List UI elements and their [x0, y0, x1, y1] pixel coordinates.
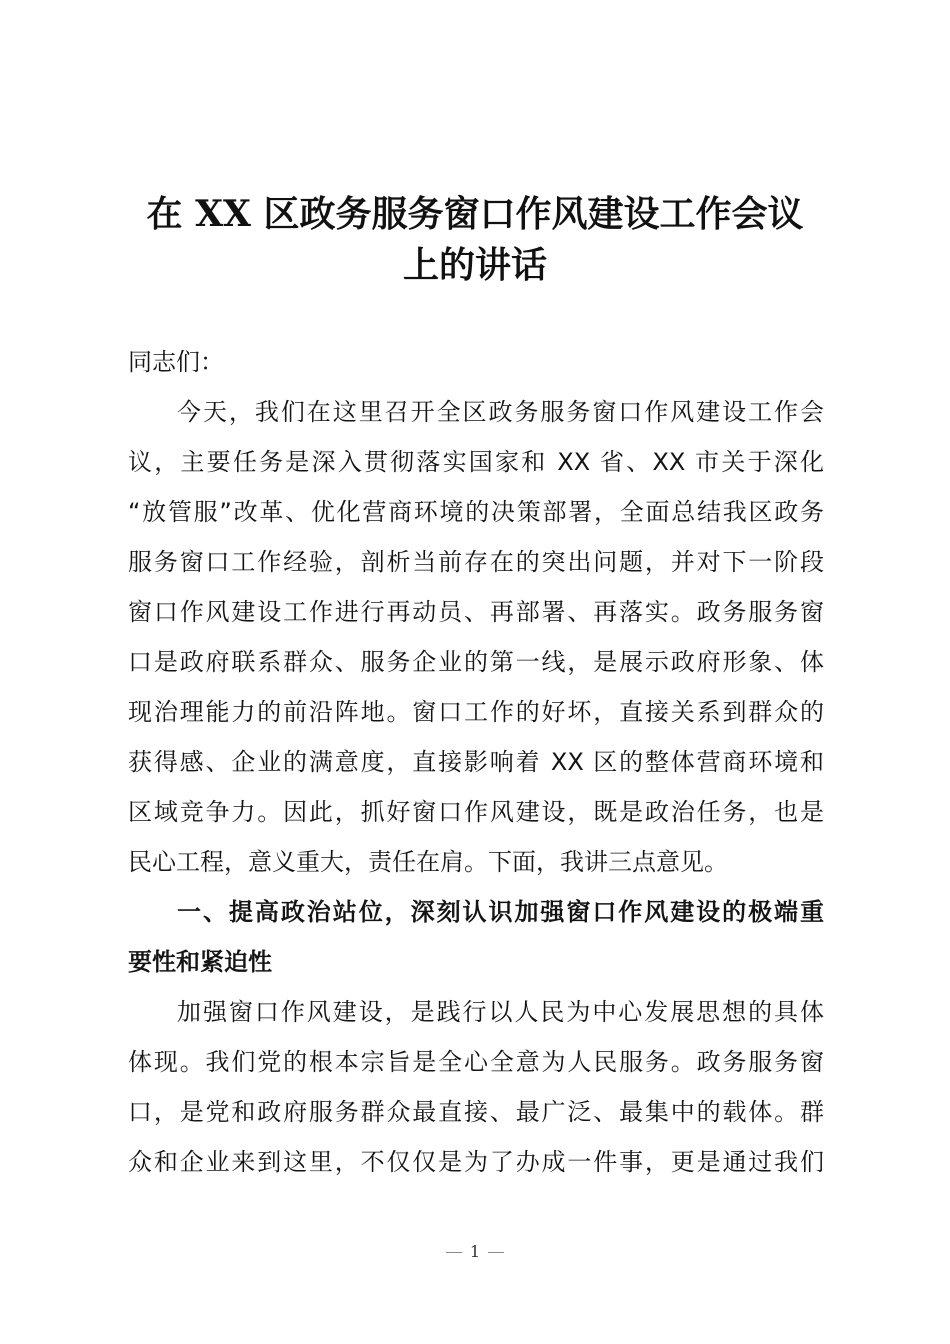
paragraph-line: “放管服”改革、优化营商环境的决策部署，全面总结我区政务	[128, 498, 824, 526]
paragraph-line: 众和企业来到这里，不仅仅是为了办成一件事，更是通过我们	[128, 1148, 824, 1176]
paragraph-line: 民心工程，意义重大，责任在肩。下面，我讲三点意见。	[128, 848, 728, 876]
paragraph-line: 加强窗口作风建设，是践行以人民为中心发展思想的具体	[177, 998, 824, 1026]
paragraph-line: 区域竞争力。因此，抓好窗口作风建设，既是政治任务，也是	[128, 798, 824, 826]
paragraph-line: 口是政府联系群众、服务企业的第一线，是展示政府形象、体	[128, 648, 824, 676]
paragraph-line: 窗口作风建设工作进行再动员、再部署、再落实。政务服务窗	[128, 598, 824, 626]
paragraph-line: 获得感、企业的满意度，直接影响着 XX 区的整体营商环境和	[128, 748, 824, 776]
salutation: 同志们：	[128, 348, 224, 376]
paragraph-line: 现治理能力的前沿阵地。窗口工作的好坏，直接关系到群众的	[128, 698, 824, 726]
paragraph-line: 口，是党和政府服务群众最直接、最广泛、最集中的载体。群	[128, 1098, 824, 1126]
document-title-line-2: 上的讲话	[402, 244, 547, 286]
page-footer	[0, 1242, 950, 1262]
paragraph-line: 今天，我们在这里召开全区政务服务窗口作风建设工作会	[177, 398, 824, 426]
paragraph-line: 议，主要任务是深入贯彻落实国家和 XX 省、XX 市关于深化	[128, 448, 824, 476]
heading-line: 要性和紧迫性	[128, 948, 272, 976]
paragraph-line: 服务窗口工作经验，剖析当前存在的突出问题，并对下一阶段	[128, 548, 824, 576]
document-title-line-1: 在 XX 区政务服务窗口作风建设工作会议	[146, 193, 804, 235]
page-number: 1	[469, 1242, 481, 1261]
heading-line: 一、提高政治站位，深刻认识加强窗口作风建设的极端重	[177, 898, 824, 926]
footer-dash-right	[488, 1252, 504, 1253]
footer-dash-left	[446, 1252, 462, 1253]
paragraph-line: 体现。我们党的根本宗旨是全心全意为人民服务。政务服务窗	[128, 1048, 824, 1076]
